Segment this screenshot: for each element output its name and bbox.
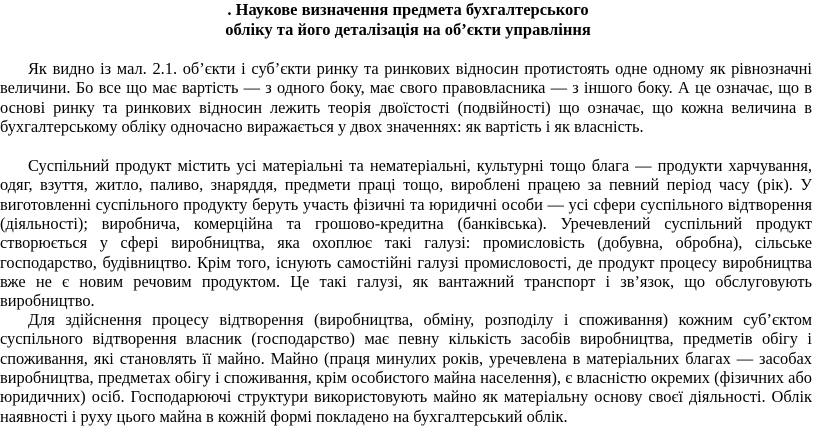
paragraph-reproduction-property: Для здійснення процесу відтворення (виробництва, обміну, розподілу і споживання) кожним суб’єктом суспільного відтворення власник (господарство) має певну кількість засобів виробництва, предметів обігу і споживання, які становлять її майно. Майно (праця минулих років, уречевлена в матеріальних благах — засобах виробництва, предметах обігу і споживання, крім особистого майна населення), є власністю окремих (фізичних або юридичних) осіб. Господарюючі структури використовують майно як матеріальну основу своєї діяльності. Облік наявності і руху цього майна в кожній формі покладено на бухгалтерський облік. xyxy=(0,310,812,426)
heading-line-1: . Наукове визначення предмета бухгалтерського xyxy=(227,0,589,19)
heading-line-2: обліку та його деталізація на об’єкти управління xyxy=(225,20,591,39)
paragraph-markets-duality: Як видно із мал. 2.1. об’єкти і суб’єкти ринку та ринкових відносин протистоять одне одному як рівнозначні величини. Бо все що має вартість — з одного боку, має свого правовласника — з іншого боку. А це означає, що в основі ринку та ринкових відносин лежить теорія двоїстості (подвійності) що означає, що кожна величина в бухгалтерському обліку одночасно виражається у двох значеннях: як вартість і як власність. xyxy=(0,59,812,137)
section-heading xyxy=(0,0,816,40)
paragraph-social-product: Суспільний продукт містить усі матеріальні та нематеріальні, культурні тощо блага — продукти харчування, одяг, взуття, житло, паливо, знаряддя, предмети праці тощо, вироблені працею за певний період часу (рік). У виготовленні суспільного продукту беруть участь фізичні та юридичні особи — усі сфери суспільного відтворення (діяльності); виробнича, комерційна та грошово-кредитна (банківська). Уречевлений суспільний продукт створюється у сфері виробництва, яка охоплює такі галузі: промисловість (добувна, обробна), сільське господарство, будівництво. Крім того, існують самостійні галузі промисловості, де продукт процесу виробництва вже не є новим речовим продуктом. Це такі галузі, як вантажний транспорт і зв’язок, що обслуговують виробництво. xyxy=(0,156,812,311)
